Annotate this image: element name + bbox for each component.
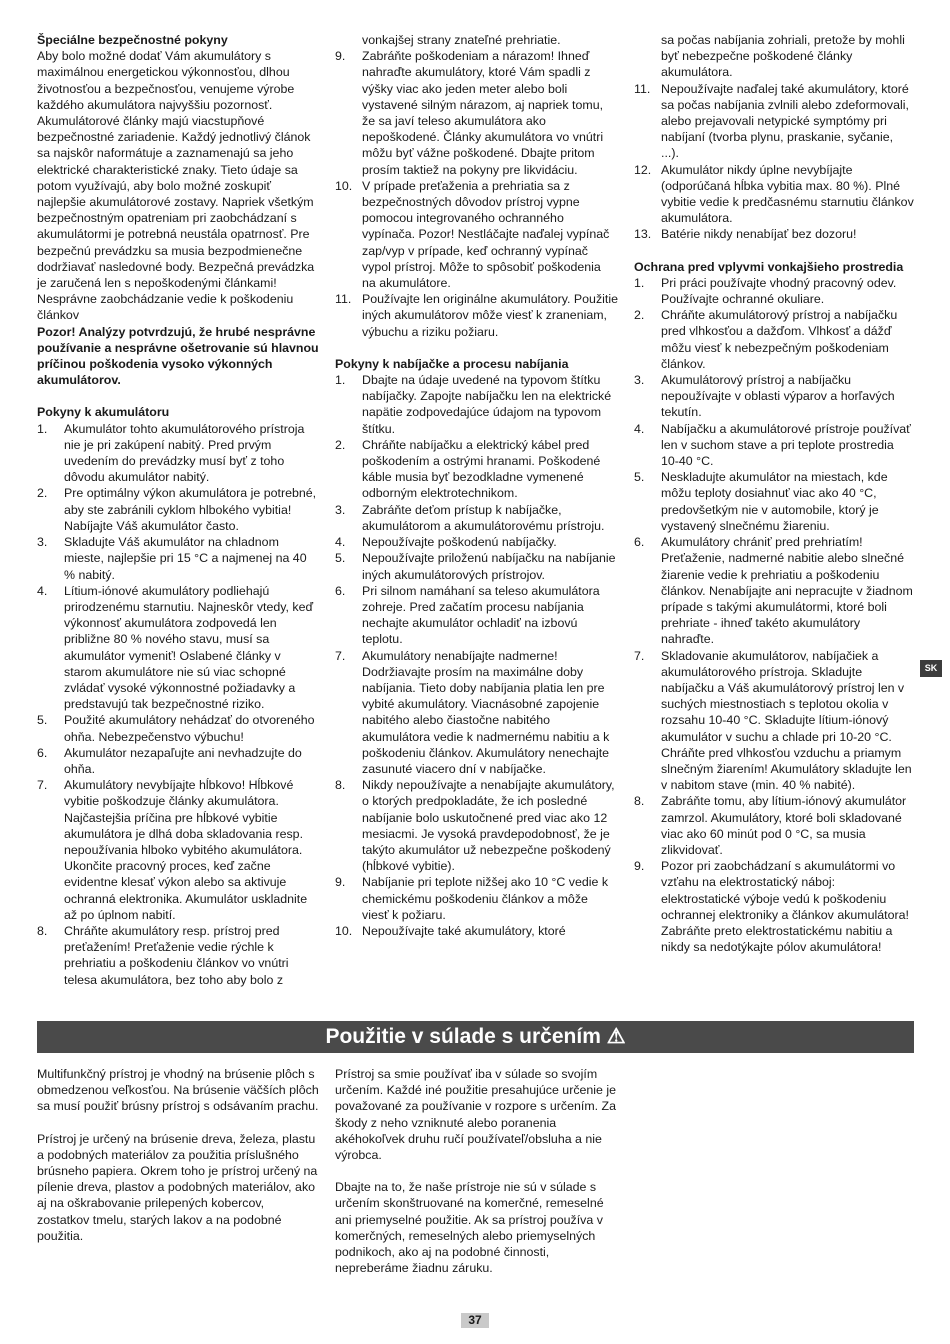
list-text: Použité akumulátory nehádzať do otvoreného ohňa. Nebezpečenstvo výbuchu!	[64, 713, 315, 744]
list-text: Akumulátor tohto akumulátorového prístroja nie je pri zakúpení nabitý. Pred prvým uvedením do prevádzky musí byť z toho dôvodu akumulátor nabitý.	[64, 421, 305, 485]
section-heading-charger: Pokyny k nabíjačke a procesu nabíjania	[335, 356, 569, 371]
list-number: 13.	[634, 227, 652, 242]
list-item	[335, 923, 618, 939]
list-item	[634, 648, 914, 794]
list-number: 5.	[335, 551, 346, 566]
list-number: 7.	[335, 648, 346, 663]
list-item	[634, 534, 914, 647]
list-item	[335, 372, 618, 437]
list-text: Akumulátor nikdy úplne nevybíjajte (odporúčaná hĺbka vybitia max. 80 %). Plné vybitie vedie k predčasnému starnutiu článkov akumulátora.	[661, 162, 914, 226]
list-number: 1.	[335, 373, 346, 388]
list-text: Pri práci používajte vhodný pracovný odev. Používajte ochranné okuliare.	[661, 275, 897, 307]
list-text: Nabíjanie pri teplote nižšej ako 10 °C vedie k chemickému poškodeniu článkov a môže viesť k požiaru.	[362, 875, 609, 922]
list-text: V prípade preťaženia a prehriatia sa z bezpečnostných dôvodov prístroj vypne pomocou integrovaného ochranného vypínača. Pozor! Nestláčajte naďalej vypínač zap/vyp v prípade, keď ochranný vypínač vypol prístroj. Môže to spôsobiť poškodenia na akumulátore.	[362, 178, 610, 291]
bottom-column-1	[37, 1066, 319, 1244]
list-item	[37, 745, 319, 777]
list-text: Nabíjačku a akumulátorové prístroje používať len v suchom stave a pri teplote prostredia 10-40 °C.	[661, 421, 911, 469]
list-item	[335, 777, 618, 874]
list-number: 11.	[335, 292, 352, 307]
list-item	[335, 48, 618, 178]
intended-use-paragraph-2: Prístroj je určený na brúsenie dreva, železa, plastu a podobných materiálov za použitia príslušného brúsneho papiera. Okrem toho je prístroj určený na pílenie dreva, plastov a podobných materiálov, ako aj na oškrabovanie prilepených kobercov, zostatkov tmelu, starých lakov a na podobné použitia.	[37, 1131, 318, 1243]
list-item	[335, 874, 618, 923]
list-text: Pri silnom namáhaní sa teleso akumulátora zohreje. Pred začatím procesu nabíjania nechajte akumulátor ochladiť na izbovú teplotu.	[362, 583, 600, 647]
list-text: Pre optimálny výkon akumulátora je potrebné, aby ste zabránili cyklom hlbokého vybitia! Nabíjajte Váš akumulátor často.	[64, 486, 317, 533]
list-number: 3.	[335, 502, 346, 517]
list-number: 5.	[37, 713, 48, 728]
list-text: Chráňte akumulátory resp. prístroj pred preťažením! Preťaženie vedie rýchle k prehriatiu a poškodeniu článkov vo vnútri telesa akumulátora, bez toho aby bolo z	[64, 923, 289, 987]
page-number: 37	[461, 1313, 489, 1328]
list-item	[37, 777, 319, 923]
column-3	[634, 32, 914, 955]
list-number: 9.	[335, 875, 346, 890]
list-text: Akumulátory nevybíjajte hĺbkovo! Hĺbkové vybitie poškodzuje články akumulátora. Najčastejšia príčina pre hĺbkové vybitie akumulátora je dlhá doba skladovania resp. nepoužívania hlboko vybitého akumulátora. Ukončite pracovný proces, keď začne evidentne klesať výkon alebo sa aktivuje ochranná elektronika. Akumulátor uskladnite až po úplnom nabití.	[64, 778, 308, 922]
section-banner	[37, 1021, 914, 1053]
list-item	[634, 307, 914, 372]
list-number: 6.	[634, 535, 645, 550]
list-item	[634, 421, 914, 470]
list-number: 1.	[37, 421, 48, 436]
special-safety-text: Aby bolo možné dodať Vám akumulátory s maximálnou energetickou výkonnosťou, dlhou životnosťou a bezpečnosťou, venujeme výrobe každého akumulátora najvyššiu pozornosť. Akumulátorové články majú viacstupňové bezpečnostné zariadenie. Každý jednotlivý článok sa najskôr naformátuje a zaznamenajú sa jeho elektrické charakteristické znaky. Tieto údaje sa potom využívajú, aby bolo možné zoskupiť najlepšie akumulátorové zostavy. Napriek všetkým bezpečnostným opatreniam pri zaobchádzaní s akumulátormi je potrebná neustála opatrnosť. Pre bezpečnú prevádzku sa musia bezpodmienečne dodržiavať nasledovné body. Bezpečná prevádzka je zaručená len s nepoškodenými článkami! Nesprávne zaobchádzanie vedie k poškodeniu článkov	[37, 49, 315, 323]
list-text: Používajte len originálne akumulátory. Použitie iných akumulátorov môže viesť k zraneniam, výbuchu a riziku požiaru.	[362, 292, 618, 339]
list-text: Skladovanie akumulátorov, nabíjačiek a akumulátorového prístroja. Skladujte nabíjačku a Váš akumulátorový prístroj len v suchých miestnostiach s teplotou okolia v rozsahu 10-40 °C. Skladujte lítium-iónový akumulátor v suchu a chlade pri 10-20 °C. Chráňte pred vlhkosťou vzduchu a priamym slnečným žiarením! Akumulátory skladujte len v nabitom stave (min. 40 % nabité).	[661, 648, 912, 793]
environment-list	[634, 275, 914, 956]
list-text: Akumulátor nezapaľujte ani nevhadzujte do ohňa.	[64, 745, 302, 776]
list-number: 3.	[37, 535, 48, 550]
list-text: Nikdy nepoužívajte a nenabíjajte akumulátory, o ktorých predpokladáte, že ich posledné nabíjanie bolo uskutočnené pred viac ako 12 mesiacmi. Je vysoká pravdepodobnosť, že je takýto akumulátor už nebezpečne poškodený (hĺbkové vybitie).	[362, 778, 615, 874]
list-number: 9.	[634, 859, 645, 874]
list-text: Akumulátory chrániť pred prehriatím! Preťaženie, nadmerné nabitie alebo slnečné žiarenie vedie k prehriatiu a poškodeniu článkov. Nenabíjajte ani nepracujte v žiadnom prípade s takými akumulátormi, ktoré boli prehriate - ihneď takéto akumulátory nahraďte.	[661, 535, 913, 647]
column-1	[37, 32, 319, 988]
charger-continuation: sa počas nabíjania zohriali, pretože by mohli byť nebezpečne poškodené články akumulátora.	[661, 33, 905, 80]
list-item	[634, 793, 914, 858]
list-item	[335, 437, 618, 502]
list-item	[335, 648, 618, 778]
list-number: 12.	[634, 162, 652, 177]
intended-use-paragraph-3: Prístroj sa smie používať iba v súlade so svojím určením. Každé iné použitie presahujúce určenie je považované za používanie v rozpore s určením. Za škody z neho vzniknuté alebo poranenia akéhokoľvek druhu ručí používateľ/obsluha a nie výrobca.	[335, 1067, 617, 1163]
warning-icon: ⚠	[606, 1025, 626, 1048]
list-item	[335, 502, 618, 534]
battery-list	[37, 421, 319, 988]
list-text: Batérie nikdy nenabíjať bez dozoru!	[661, 227, 857, 242]
battery-continuation: vonkajšej strany znateľné prehriatie.	[362, 33, 561, 47]
list-item	[634, 858, 914, 955]
list-item	[634, 81, 914, 162]
list-item	[634, 372, 914, 421]
list-number: 8.	[37, 923, 48, 938]
list-text: Dbajte na údaje uvedené na typovom štítku nabíjačky. Zapojte nabíjačku len na elektrické napätie zodpovedajúce údajom na typovom štítku.	[362, 373, 612, 436]
list-number: 4.	[335, 535, 346, 550]
list-item	[335, 550, 618, 582]
list-number: 3.	[634, 373, 645, 388]
language-tab: SK	[920, 660, 942, 677]
list-text: Akumulátorový prístroj a nabíjačku nepoužívajte v oblasti výparov a horľavých tekutín.	[661, 373, 895, 420]
list-item	[37, 923, 319, 988]
list-number: 2.	[37, 486, 48, 501]
special-safety-warning: Pozor! Analýzy potvrdzujú, že hrubé nesprávne používanie a nesprávne ošetrovanie sú hlavnou príčinou poškodenia vysoko výkonných akumulátorov.	[37, 324, 319, 388]
section-heading-battery: Pokyny k akumulátoru	[37, 405, 170, 420]
list-number: 4.	[37, 583, 48, 598]
list-item	[37, 421, 319, 486]
charger-list-continued	[634, 81, 914, 243]
column-2	[335, 32, 618, 939]
list-number: 10.	[335, 178, 353, 193]
list-text: Nepoužívajte priloženú nabíjačku na nabíjanie iných akumulátorových prístrojov.	[362, 551, 616, 582]
list-number: 7.	[37, 778, 48, 793]
list-item	[335, 583, 618, 648]
list-text: Nepoužívajte také akumulátory, ktoré	[362, 923, 566, 938]
list-item	[37, 534, 319, 583]
list-item	[335, 291, 618, 340]
intended-use-paragraph-1: Multifunkčný prístroj je vhodný na brúsenie plôch s obmedzenou veľkosťou. Na brúsenie väčších plôch sa musí použiť brúsny prístroj s odsávaním prachu.	[37, 1067, 319, 1114]
list-item	[335, 178, 618, 291]
list-number: 1.	[634, 275, 645, 290]
list-text: Pozor pri zaobchádzaní s akumulátormi vo vzťahu na elektrostatický náboj: elektrostatické výboje vedú k poškodeniu ochrannej elektroniky a článkov akumulátora! Zabráňte preto elektrostatickému nabitiu a nikdy sa nedotýkajte pólov akumulátora!	[661, 859, 909, 955]
list-text: Zabráňte poškodeniam a nárazom! Ihneď nahraďte akumulátory, ktoré Vám spadli z výšky viac ako jeden meter alebo boli vystavené silným nárazom, aj napriek tomu, že sa javí teleso akumulátora ako nepoškodené. Články akumulátora vo vnútri môžu byť vážne poškodené. Dbajte pritom prosím taktiež na pokyny pre likvidáciu.	[362, 49, 604, 177]
list-number: 8.	[634, 794, 645, 809]
list-number: 7.	[634, 648, 645, 663]
charger-list	[335, 372, 618, 939]
list-number: 11.	[634, 81, 651, 96]
list-text: Neskladujte akumulátor na miestach, kde môžu teploty dosiahnuť viac ako 40 °C, predovšetkým nie v automobile, ktorý je vystavený slnečnému žiareniu.	[661, 470, 888, 533]
list-number: 9.	[335, 49, 346, 64]
list-number: 2.	[634, 308, 645, 323]
list-item	[37, 485, 319, 534]
list-item	[37, 712, 319, 744]
list-text: Zabráňte deťom prístup k nabíjačke, akumulátorom a akumulátorovému prístroju.	[362, 502, 605, 533]
list-text: Nepoužívajte poškodenú nabíjačky.	[362, 535, 557, 550]
list-text: Zabráňte tomu, aby lítium-iónový akumulátor zamrzol. Akumulátory, ktoré boli skladované viac ako 60 minút pod 0 °C, sa musia zlikvidovať.	[661, 794, 907, 857]
list-text: Akumulátory nenabíjajte nadmerne! Dodržiavajte prosím na maximálne doby nabíjania. Tieto doby nabíjania platia len pre vybité akumulátory. Viacnásobné zapojenie nabitého alebo čiastočne nabitého akumulátora vedie k nadmernému nabitiu a k poškodeniu článkov. Akumulátory nenechajte zasunuté viacero dní v nabíjačke.	[362, 648, 610, 776]
intended-use-paragraph-4: Dbajte na to, že naše prístroje nie sú v súlade s určením skonštruované na komerčné, remeselné ani priemyselné použitie. Ak sa prístroj používa v komerčných, remeselných alebo priemyselných podnikoch, ako aj na podobné činnosti, nepreberáme žiadnu záruku.	[335, 1180, 604, 1276]
list-item	[634, 275, 914, 307]
list-item	[634, 226, 914, 242]
list-number: 4.	[634, 421, 645, 436]
bottom-column-2	[335, 1066, 618, 1276]
list-number: 6.	[37, 745, 48, 760]
list-item	[634, 162, 914, 227]
list-text: Nepoužívajte naďalej také akumulátory, ktoré sa počas nabíjania zvlnili alebo zdeformovali, alebo prejavovali netypické symptómy pri nabíjaní (tvorba plynu, praskanie, syčanie, ...).	[661, 81, 909, 161]
section-heading-environment: Ochrana pred vplyvmi vonkajšieho prostredia	[634, 259, 904, 274]
list-number: 2.	[335, 437, 346, 452]
list-text: Lítium-iónové akumulátory podliehajú prirodzenému starnutiu. Najneskôr vtedy, keď výkonnosť akumulátora zodpovedá len približne 80 % nového stavu, musí sa akumulátor vymeniť! Oslabené články v starom akumulátore nie sú viac schopné zvládať vysoké výkonnostné požiadavky a predstavujú tak bezpečnostné riziko.	[64, 583, 314, 712]
banner-title: Použitie v súlade s určením	[325, 1025, 601, 1048]
list-text: Chráňte nabíjačku a elektrický kábel pred poškodením a ostrými hranami. Poškodené káble musia byť bezodkladne vymenené odborným elektrotechnikom.	[362, 437, 601, 501]
list-number: 5.	[634, 470, 645, 485]
list-number: 6.	[335, 583, 346, 598]
list-text: Skladujte Váš akumulátor na chladnom mieste, najlepšie pri 15 °C a najmenej na 40 % nabitý.	[64, 535, 307, 582]
list-item	[37, 583, 319, 713]
list-number: 8.	[335, 778, 346, 793]
battery-list-continued	[335, 48, 618, 340]
list-item	[634, 469, 914, 534]
list-text: Chráňte akumulátorový prístroj a nabíjačku pred vlhkosťou a dažďom. Vlhkosť a dážď môžu viesť k nebezpečným poškodeniam článkov.	[661, 308, 898, 371]
section-heading-special-safety: Špeciálne bezpečnostné pokyny	[37, 33, 228, 47]
list-item	[335, 534, 618, 550]
list-number: 10.	[335, 923, 353, 938]
